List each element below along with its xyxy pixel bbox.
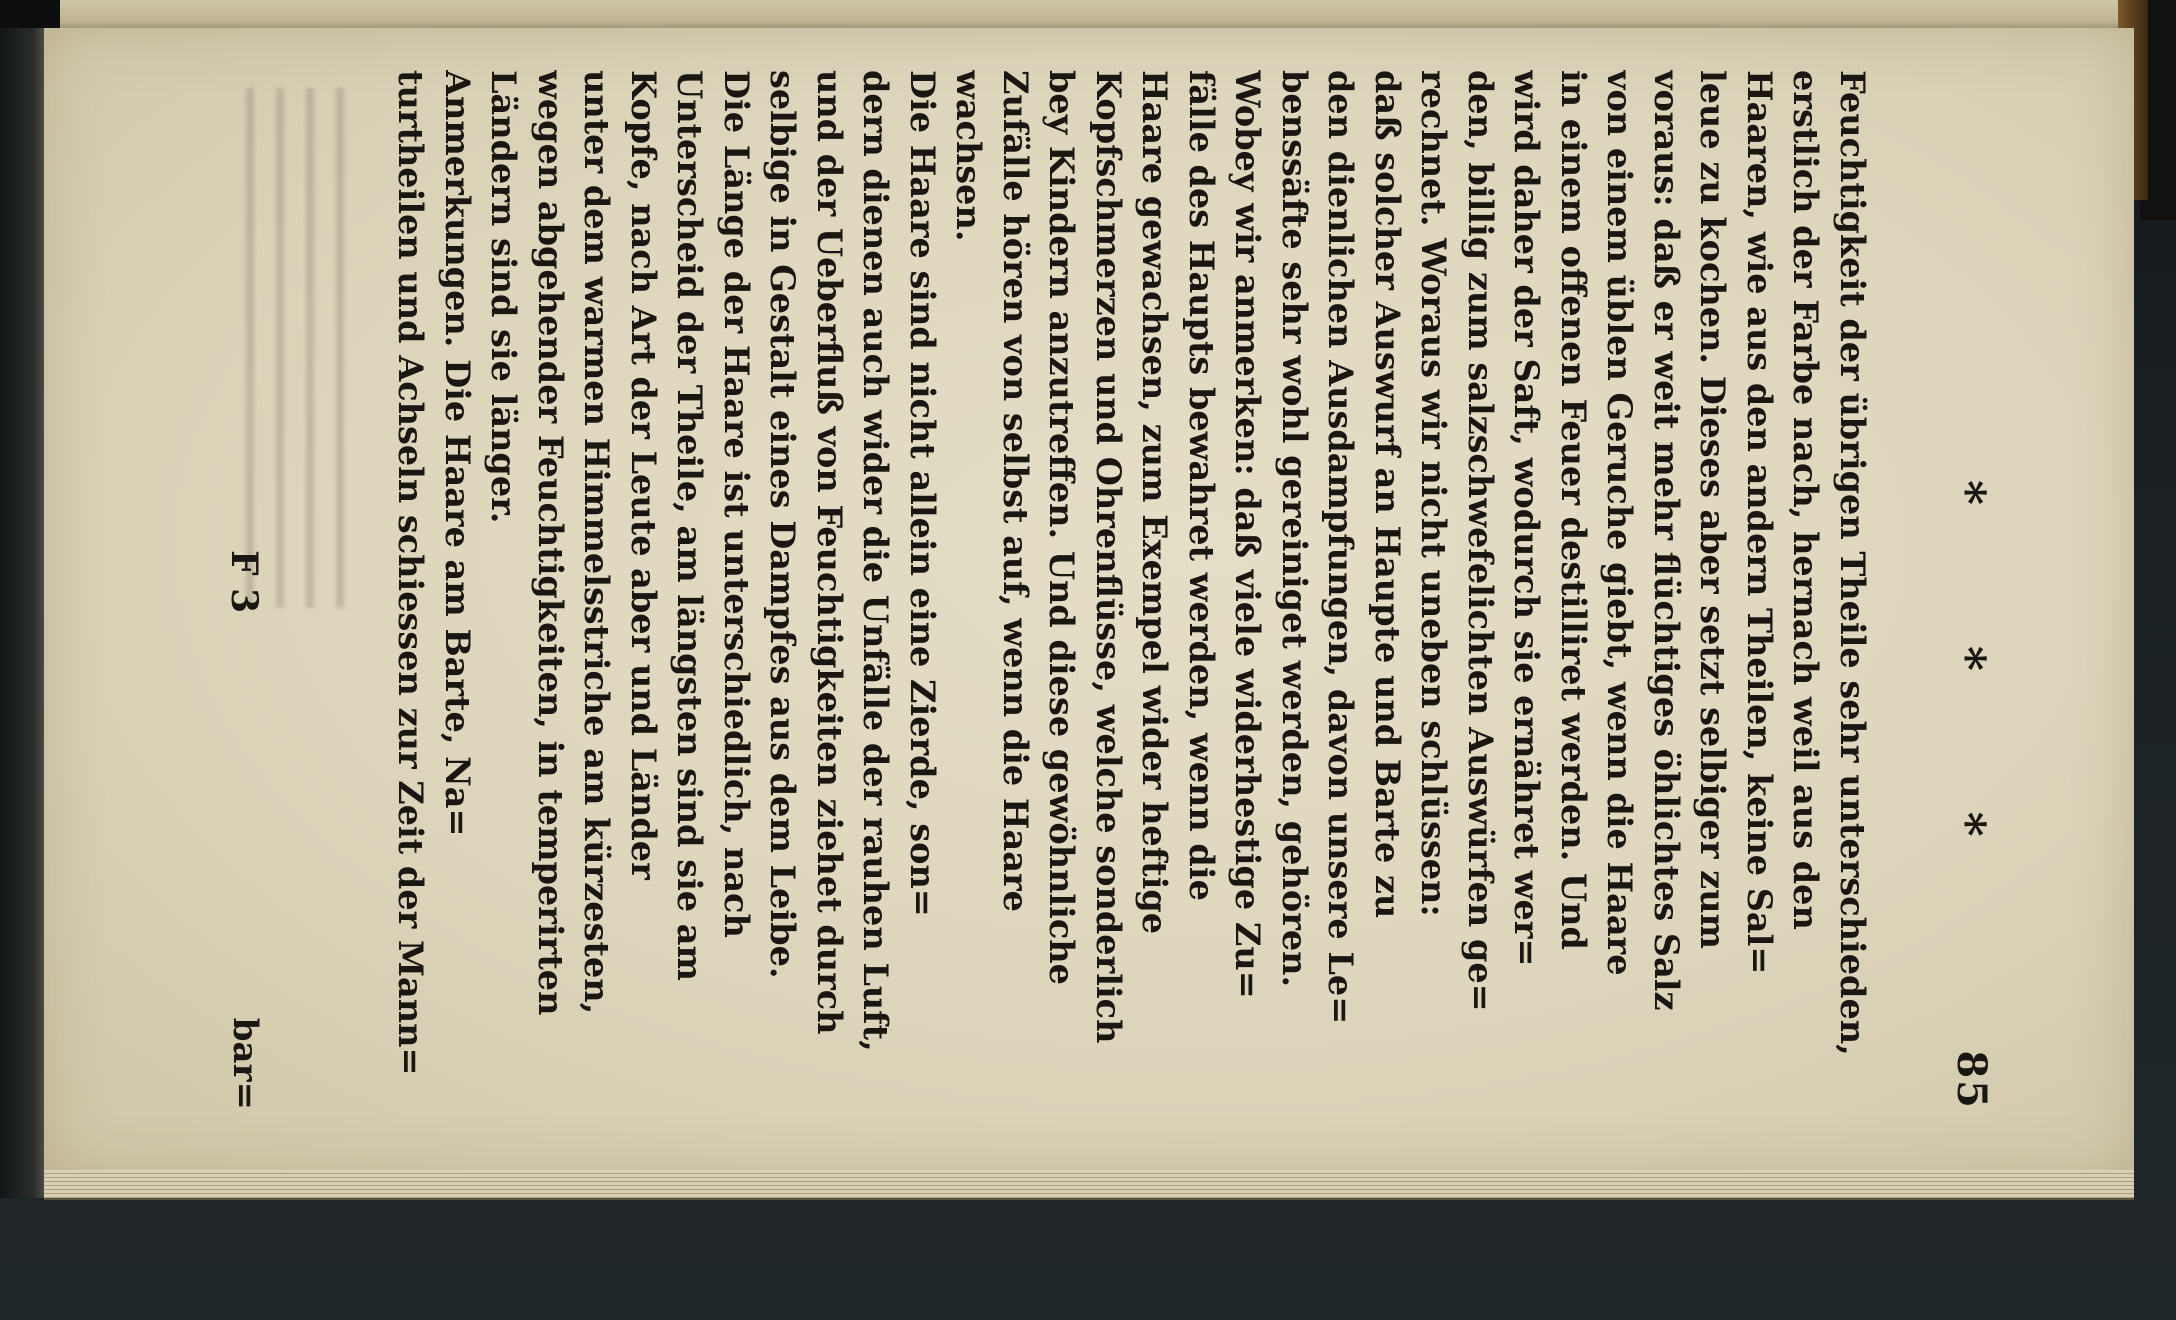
text-line: Ländern sind sie länger. (484, 70, 524, 524)
text-line: leue zu kochen. Dieses aber setzt selbiger zum (1693, 70, 1733, 949)
text-line: wachsen. (949, 70, 989, 242)
text-line: Die Haare sind nicht allein eine Zierde, son= (903, 70, 942, 917)
text-line: daß solcher Auswurf an Haupte und Barte zu (1368, 70, 1407, 919)
page-number: 85 (1948, 1050, 1995, 1110)
page-footer (205, 70, 265, 1110)
text-line: Kopfe, nach Art der Leute aber und Länder (624, 70, 663, 880)
left-edge-shadow (0, 28, 48, 1198)
text-line: erstlich der Farbe nach, hernach weil aus den (1786, 70, 1826, 930)
text-line: in einem offenen Feuer destilliret werden. Und (1554, 70, 1593, 950)
text-line: turtheilen und Achseln schiessen zur Zeit der Mann= (391, 70, 431, 1076)
text-line: von einem üblen Geruche giebt, wenn die Haare (1600, 70, 1640, 976)
text-line: Anmerkungen. Die Haare am Barte, Na= (438, 70, 477, 837)
text-line: bey Kindern anzutreffen. Und diese gewöhnliche (1042, 70, 1082, 985)
text-line: wegen abgehender Feuchtigkeiten, in temperirten (531, 70, 570, 1016)
text-line: wird daher der Saft, wodurch sie ernähret wer= (1507, 70, 1547, 967)
stacked-page-edges (44, 1170, 2134, 1200)
text-line: benssäfte sehr wohl gereiniget werden, gehören. (1275, 70, 1314, 988)
text-line: Feuchtigkeit der übrigen Theile sehr unterschieden, (1833, 70, 1872, 1056)
text-line: Wobey wir anmerken: daß viele widerhestige Zu= (1228, 70, 1268, 999)
body-text (387, 70, 1875, 1110)
text-line: unter dem warmen Himmelsstriche am kürzesten, (577, 70, 617, 1015)
text-line: Kopfschmerzen und Ohrenflüsse, welche sonderlich (1089, 70, 1128, 1044)
text-line: Haaren, wie aus den andern Theilen, keine Sal= (1740, 70, 1779, 975)
text-line: rechnet. Woraus wir nicht uneben schlüssen: (1414, 70, 1454, 917)
catchword: bar= (225, 1017, 265, 1110)
text-line: dern dienen auch wider die Unfälle der rauhen Luft, (856, 70, 896, 1052)
text-line: voraus: daß er weit mehr flüchtiges öhlichtes Salz (1647, 70, 1686, 1011)
text-line: Haare gewachsen, zum Exempel wider heftige (1135, 70, 1175, 935)
text-line: Unterscheid der Theile, am längsten sind sie am (670, 70, 710, 981)
text-line: Die Länge der Haare ist unterschiedlich, nach (717, 70, 756, 938)
signature-mark: F 3 (223, 550, 265, 614)
header-ornament: * * * (1939, 480, 1995, 899)
page-header (1935, 70, 1995, 1110)
text-line: fälle des Haupts bewahret werden, wenn die (1182, 70, 1221, 901)
text-line: den dienlichen Ausdampfungen, davon unsere Le= (1321, 70, 1361, 1025)
text-line: Zufälle hören von selbst auf, wenn die Haare (996, 70, 1035, 912)
text-line: und der Ueberfluß von Feuchtigkeiten ziehet durch (810, 70, 849, 1035)
rotated-page-content (175, 70, 1995, 1110)
text-line: den, billig zum salzschwefelichten Auswürfen ge= (1461, 70, 1500, 1012)
text-line: selbige in Gestalt eines Dampfes aus dem Leibe. (763, 70, 803, 979)
